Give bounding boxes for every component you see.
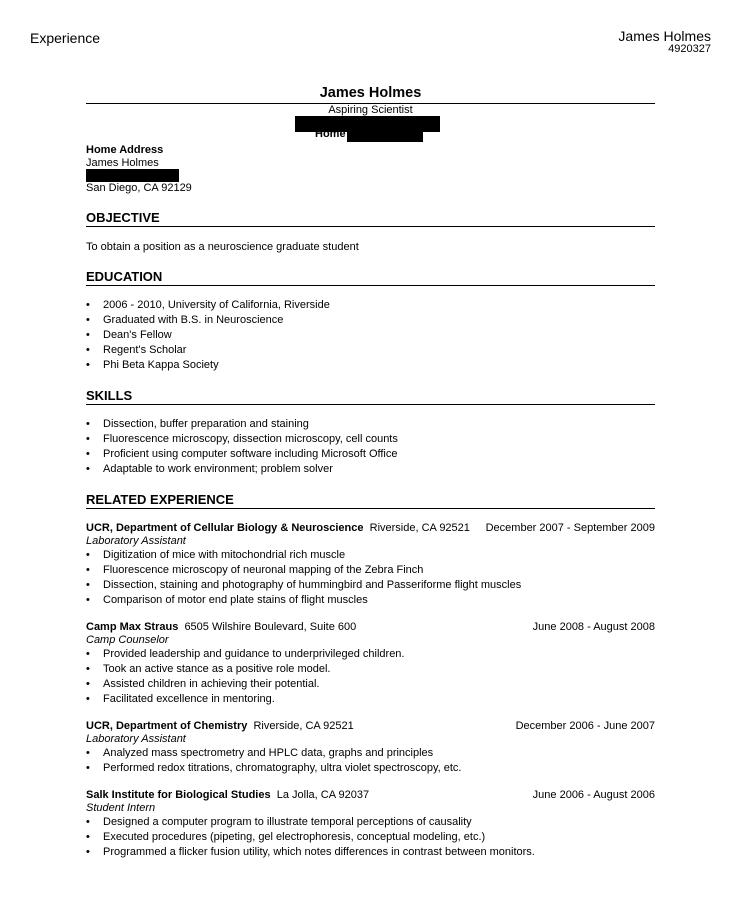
page-header-right xyxy=(618,30,711,56)
job-bullets xyxy=(86,746,655,776)
resume-heading xyxy=(86,85,655,140)
job-header xyxy=(86,620,655,634)
list-item: • Adaptable to work environment; problem solver xyxy=(86,462,655,477)
address-label: Home Address xyxy=(86,144,164,156)
job-header xyxy=(86,719,655,733)
job-role: Student Intern xyxy=(86,801,156,814)
job-dates: June 2008 - August 2008 xyxy=(532,620,655,633)
list-item: • Facilitated excellence in mentoring. xyxy=(86,692,655,707)
header-name: James Holmes xyxy=(618,28,711,44)
job-header xyxy=(86,788,655,802)
job-location: Riverside, CA 92521 xyxy=(253,719,354,732)
list-item: • 2006 - 2010, University of California, Riverside xyxy=(86,298,655,313)
address-name: James Holmes xyxy=(86,156,159,169)
job-org: UCR, Department of Cellular Biology & Neuroscience xyxy=(86,521,364,534)
job-dates: June 2006 - August 2006 xyxy=(532,788,655,801)
list-item: • Provided leadership and guidance to underprivileged children. xyxy=(86,647,655,662)
section-title-objective: OBJECTIVE xyxy=(86,210,655,227)
job-entry xyxy=(86,719,655,776)
job-role: Laboratory Assistant xyxy=(86,732,186,745)
job-bullets xyxy=(86,815,655,860)
list-item: • Graduated with B.S. in Neuroscience xyxy=(86,313,655,328)
list-item: • Fluorescence microscopy of neuronal mapping of the Zebra Finch xyxy=(86,563,655,578)
list-item: • Took an active stance as a positive role model. xyxy=(86,662,655,677)
job-entry xyxy=(86,620,655,707)
list-item: • Performed redox titrations, chromatography, ultra violet spectroscopy, etc. xyxy=(86,761,655,776)
home-address xyxy=(86,144,655,195)
objective-text: To obtain a position as a neuroscience graduate student xyxy=(86,240,359,253)
list-item: • Dean's Fellow xyxy=(86,328,655,343)
job-entry xyxy=(86,521,655,608)
job-org: Camp Max Straus xyxy=(86,620,179,633)
section-title-education: EDUCATION xyxy=(86,269,655,286)
job-bullets xyxy=(86,647,655,707)
job-entry xyxy=(86,788,655,860)
list-item: • Designed a computer program to illustrate temporal perceptions of causality xyxy=(86,815,655,830)
resume-subtitle: Aspiring Scientist xyxy=(328,104,413,116)
list-item: • Digitization of mice with mitochondrial rich muscle xyxy=(86,548,655,563)
redaction-bar xyxy=(86,169,179,182)
job-location: 6505 Wilshire Boulevard, Suite 600 xyxy=(184,620,357,633)
section-title-experience: RELATED EXPERIENCE xyxy=(86,492,655,509)
resume-name: James Holmes xyxy=(319,85,422,101)
job-org: Salk Institute for Biological Studies xyxy=(86,788,271,801)
list-item: • Phi Beta Kappa Society xyxy=(86,358,655,373)
job-dates: December 2007 - September 2009 xyxy=(485,521,655,534)
list-item: • Comparison of motor end plate stains of flight muscles xyxy=(86,593,655,608)
resume xyxy=(86,85,655,860)
job-org: UCR, Department of Chemistry xyxy=(86,719,248,732)
list-item: • Analyzed mass spectrometry and HPLC data, graphs and principles xyxy=(86,746,655,761)
list-item: • Dissection, staining and photography of hummingbird and Passeriforme flight muscles xyxy=(86,578,655,593)
job-location: Riverside, CA 92521 xyxy=(369,521,470,534)
section-title-skills: SKILLS xyxy=(86,388,655,405)
page-header-title: Experience xyxy=(30,30,101,46)
skills-list xyxy=(86,417,655,477)
job-location: La Jolla, CA 92037 xyxy=(276,788,370,801)
list-item: • Executed procedures (pipeting, gel electrophoresis, conceptual modeling, etc.) xyxy=(86,830,655,845)
list-item: • Programmed a flicker fusion utility, which notes differences in contrast between monitors. xyxy=(86,845,655,860)
list-item: • Assisted children in achieving their potential. xyxy=(86,677,655,692)
education-list xyxy=(86,298,655,373)
home-label: Home xyxy=(315,128,346,140)
job-role: Camp Counselor xyxy=(86,633,169,646)
job-header xyxy=(86,521,655,535)
redaction-bar xyxy=(347,125,423,142)
job-bullets xyxy=(86,548,655,608)
list-item: • Dissection, buffer preparation and staining xyxy=(86,417,655,432)
header-id: 4920327 xyxy=(668,43,711,55)
address-city: San Diego, CA 92129 xyxy=(86,182,192,194)
list-item: • Regent's Scholar xyxy=(86,343,655,358)
list-item: • Proficient using computer software including Microsoft Office xyxy=(86,447,655,462)
job-dates: December 2006 - June 2007 xyxy=(515,719,655,732)
list-item: • Fluorescence microscopy, dissection microscopy, cell counts xyxy=(86,432,655,447)
job-role: Laboratory Assistant xyxy=(86,534,186,547)
